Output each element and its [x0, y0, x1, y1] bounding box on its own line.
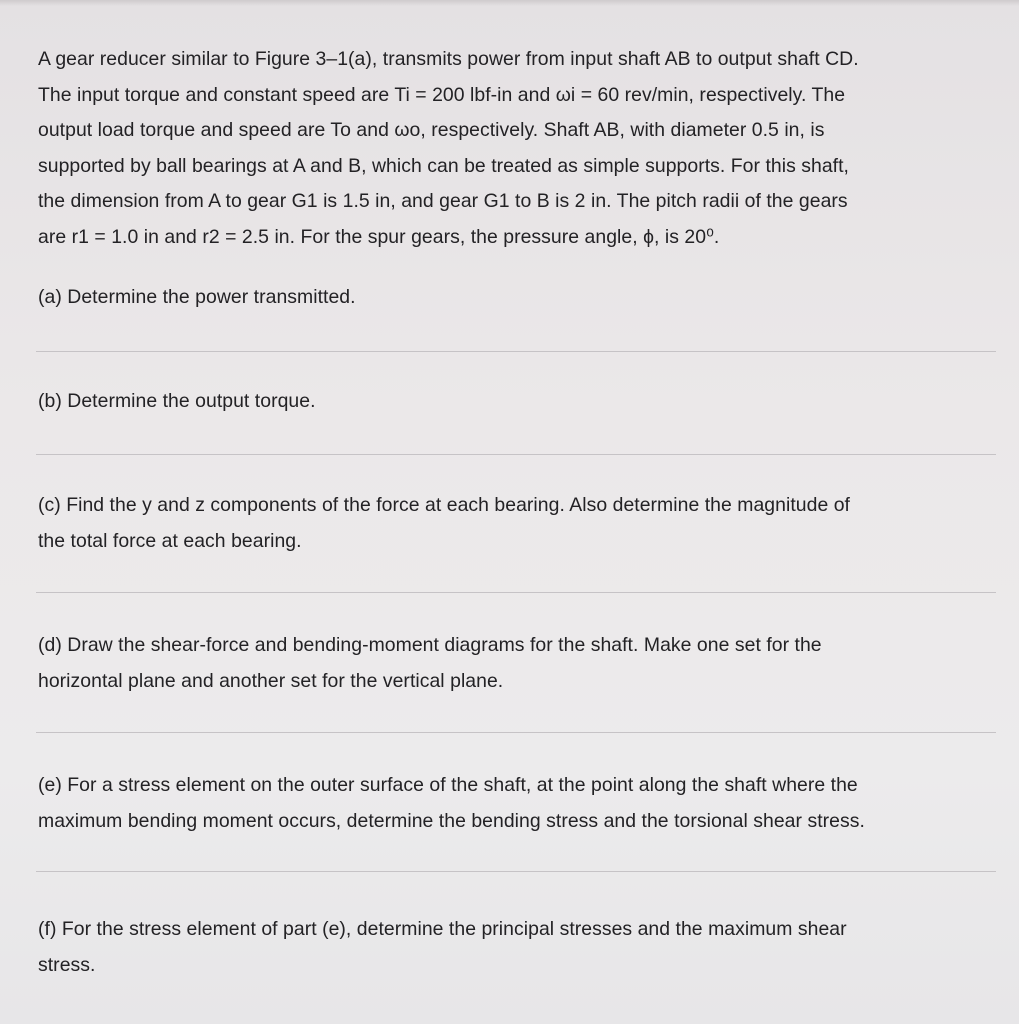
problem-line: the dimension from A to gear G1 is 1.5 in, and gear G1 to B is 2 in. The pitch radii of the gears [38, 190, 848, 212]
answer-divider [36, 454, 996, 455]
part-f-text: (f) For the stress element of part (e), determine the principal stresses and the maximum shear [38, 918, 847, 940]
part-a [38, 280, 988, 316]
part-d-text: horizontal plane and another set for the vertical plane. [38, 669, 504, 692]
answer-divider [36, 592, 996, 593]
problem-line: are r1 = 1.0 in and r2 = 2.5 in. For the spur gears, the pressure angle, ϕ, is 20⁰. [38, 225, 720, 248]
part-f [38, 912, 988, 983]
problem-statement [38, 42, 988, 255]
problem-line: supported by ball bearings at A and B, which can be treated as simple supports. For this shaft, [38, 154, 849, 177]
problem-line: The input torque and constant speed are Ti = 200 lbf-in and ωi = 60 rev/min, respectively. The [38, 83, 846, 106]
page-top-edge [0, 0, 1019, 6]
problem-line: A gear reducer similar to Figure 3–1(a), transmits power from input shaft AB to output shaft CD. [38, 48, 859, 70]
answer-divider [36, 351, 996, 352]
part-f-text: stress. [38, 953, 96, 976]
part-c-text: the total force at each bearing. [38, 529, 302, 552]
part-c [38, 488, 988, 559]
part-e-text: maximum bending moment occurs, determine the bending stress and the torsional shear stress. [38, 809, 865, 832]
answer-divider [36, 871, 996, 872]
part-b-text: (b) Determine the output torque. [38, 390, 316, 412]
part-c-text: (c) Find the y and z components of the force at each bearing. Also determine the magnitude of [38, 494, 850, 516]
part-a-text: (a) Determine the power transmitted. [38, 286, 356, 308]
part-e-text: (e) For a stress element on the outer surface of the shaft, at the point along the shaft where the [38, 774, 858, 796]
part-d [38, 628, 988, 699]
problem-line: output load torque and speed are To and ωo, respectively. Shaft AB, with diameter 0.5 in, is [38, 119, 825, 141]
part-e [38, 768, 988, 839]
part-b [38, 384, 988, 420]
part-d-text: (d) Draw the shear-force and bending-moment diagrams for the shaft. Make one set for the [38, 634, 822, 656]
answer-divider [36, 732, 996, 733]
